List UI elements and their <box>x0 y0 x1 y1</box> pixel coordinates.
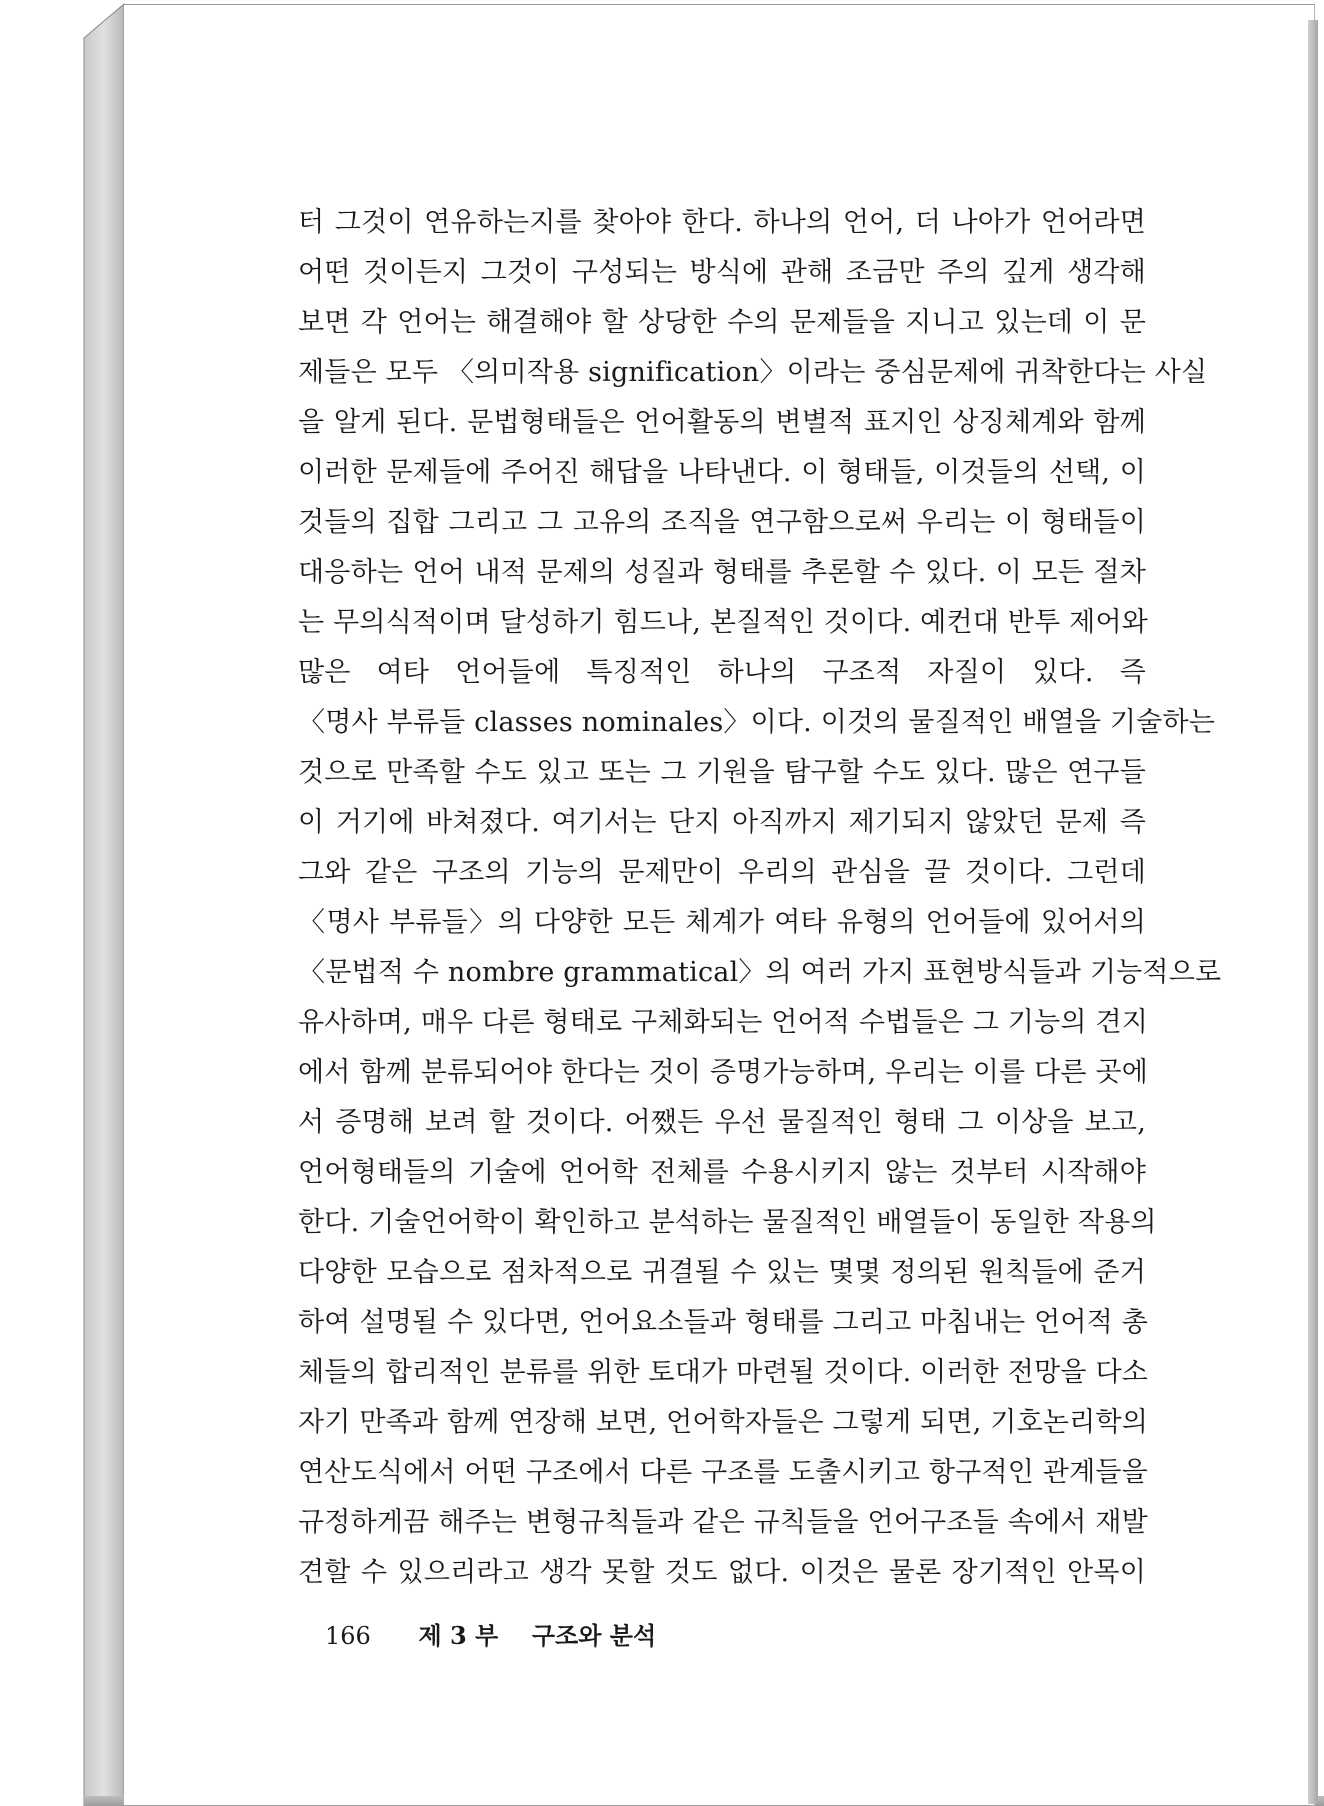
chapter-title: 구조와 분석 <box>531 1621 657 1650</box>
text-line: 것들의 집합 그리고 그 고유의 조직을 연구함으로써 우리는 이 형태들이 <box>298 507 1146 538</box>
text-line: 이러한 문제들에 주어진 해답을 나타낸다. 이 형태들, 이것들의 선택, 이 <box>298 457 1146 488</box>
text-line: 을 알게 된다. 문법형태들은 언어활동의 변별적 표지인 상징체계와 함께 <box>298 407 1146 438</box>
text-line: 보면 각 언어는 해결해야 할 상당한 수의 문제들을 지니고 있는데 이 문 <box>298 307 1146 338</box>
text-line: 것으로 만족할 수도 있고 또는 그 기원을 탐구할 수도 있다. 많은 연구들 <box>298 757 1146 788</box>
text-line: 체들의 합리적인 분류를 위한 토대가 마련될 것이다. 이러한 전망을 다소 <box>298 1357 1149 1388</box>
part-label: 제 3 부 <box>418 1621 499 1650</box>
text-line: 〈문법적 수 nombre grammatical〉의 여러 가지 표현방식들과 기능적으로 <box>298 957 1222 988</box>
text-line: 대응하는 언어 내적 문제의 성질과 형태를 추론할 수 있다. 이 모든 절차 <box>298 557 1146 588</box>
text-line: 서 증명해 보려 할 것이다. 어쨌든 우선 물질적인 형태 그 이상을 보고, <box>298 1107 1146 1138</box>
text-line: 하여 설명될 수 있다면, 언어요소들과 형태를 그리고 마침내는 언어적 총 <box>298 1307 1149 1338</box>
text-line: 견할 수 있으리라고 생각 못할 것도 없다. 이것은 물론 장기적인 안목이 <box>298 1557 1146 1588</box>
body-text <box>298 198 1222 1598</box>
page-footer <box>325 1616 656 1651</box>
text-line: 연산도식에서 어떤 구조에서 다른 구조를 도출시키고 항구적인 관계들을 <box>298 1457 1148 1488</box>
text-line: 〈명사 부류들〉의 다양한 모든 체계가 여타 유형의 언어들에 있어서의 <box>298 907 1146 938</box>
text-line: 는 무의식적이며 달성하기 힘드나, 본질적인 것이다. 예컨대 반투 제어와 <box>298 607 1149 638</box>
text-line: 규정하게끔 해주는 변형규칙들과 같은 규칙들을 언어구조들 속에서 재발 <box>298 1507 1148 1538</box>
text-line: 많은 여타 언어들에 특징적인 하나의 구조적 자질이 있다. 즉 <box>298 657 1146 688</box>
text-line: 그와 같은 구조의 기능의 문제만이 우리의 관심을 끌 것이다. 그런데 <box>298 857 1146 888</box>
text-line: 언어형태들의 기술에 언어학 전체를 수용시키지 않는 것부터 시작해야 <box>298 1157 1146 1188</box>
text-line: 이 거기에 바쳐졌다. 여기서는 단지 아직까지 제기되지 않았던 문제 즉 <box>298 807 1146 838</box>
text-line: 유사하며, 매우 다른 형태로 구체화되는 언어적 수법들은 그 기능의 견지 <box>298 1007 1149 1038</box>
text-line: 터 그것이 연유하는지를 찾아야 한다. 하나의 언어, 더 나아가 언어라면 <box>298 207 1146 238</box>
text-line: 제들은 모두 〈의미작용 signification〉이라는 중심문제에 귀착한다는 사실 <box>298 357 1208 388</box>
text-line: 어떤 것이든지 그것이 구성되는 방식에 관해 조금만 주의 깊게 생각해 <box>298 257 1146 288</box>
page-number: 166 <box>325 1622 371 1650</box>
page-edge-shadow <box>1308 20 1318 1804</box>
text-line: 한다. 기술언어학이 확인하고 분석하는 물질적인 배열들이 동일한 작용의 <box>298 1207 1157 1238</box>
text-line: 자기 만족과 함께 연장해 보면, 언어학자들은 그렇게 되면, 기호논리학의 <box>298 1407 1149 1438</box>
text-line: 〈명사 부류들 classes nominales〉이다. 이것의 물질적인 배열을 기술하는 <box>298 707 1216 738</box>
text-line: 다양한 모습으로 점차적으로 귀결될 수 있는 몇몇 정의된 원칙들에 준거 <box>298 1257 1146 1288</box>
text-line: 에서 함께 분류되어야 한다는 것이 증명가능하며, 우리는 이를 다른 곳에 <box>298 1057 1149 1088</box>
